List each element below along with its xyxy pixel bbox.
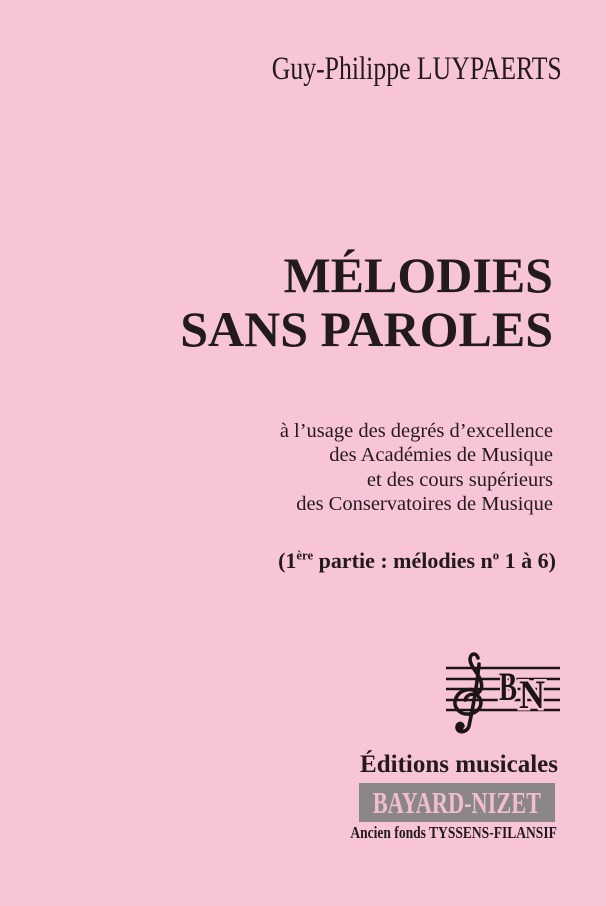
treble-clef-icon [455,654,482,732]
title-line-1: MÉLODIES [283,247,553,303]
edition-note-sup-o: o [492,548,500,563]
publisher-logo [444,644,564,748]
logo-letter-b: B [499,664,517,709]
publisher-type-label: Éditions musicales [360,751,558,778]
subtitle-line-1: à l’usage des degrés d’excellence [279,420,553,442]
edition-note-sup-ere: ère [296,548,314,563]
author-name [190,51,562,87]
edition-note-open: (1 [278,548,297,573]
former-collection-note [305,824,557,842]
title-line-2: SANS PAROLES [180,301,553,357]
edition-note-close: 1 à 6) [499,548,556,573]
subtitle-line-3: et des cours supérieurs [366,468,553,491]
logo-letter-n: N [519,672,546,717]
edition-note [278,548,556,574]
page-title [180,248,553,356]
subtitle-line-4: des Conservatoires de Musique [296,493,553,516]
publisher-name: BAYARD-NIZET [372,784,542,820]
author-name-text: Guy-Philippe LUYPAERTS [272,51,562,87]
publisher-name-box [359,783,555,822]
subtitle-line-2: des Académies de Musique [329,444,553,467]
edition-note-middle: partie : mélodies n [313,548,493,573]
dedication-subtitle [280,419,553,517]
publisher-logo-graphic [444,644,564,748]
former-collection-note-text: Ancien fonds TYSSENS-FILANSIF [350,823,557,842]
